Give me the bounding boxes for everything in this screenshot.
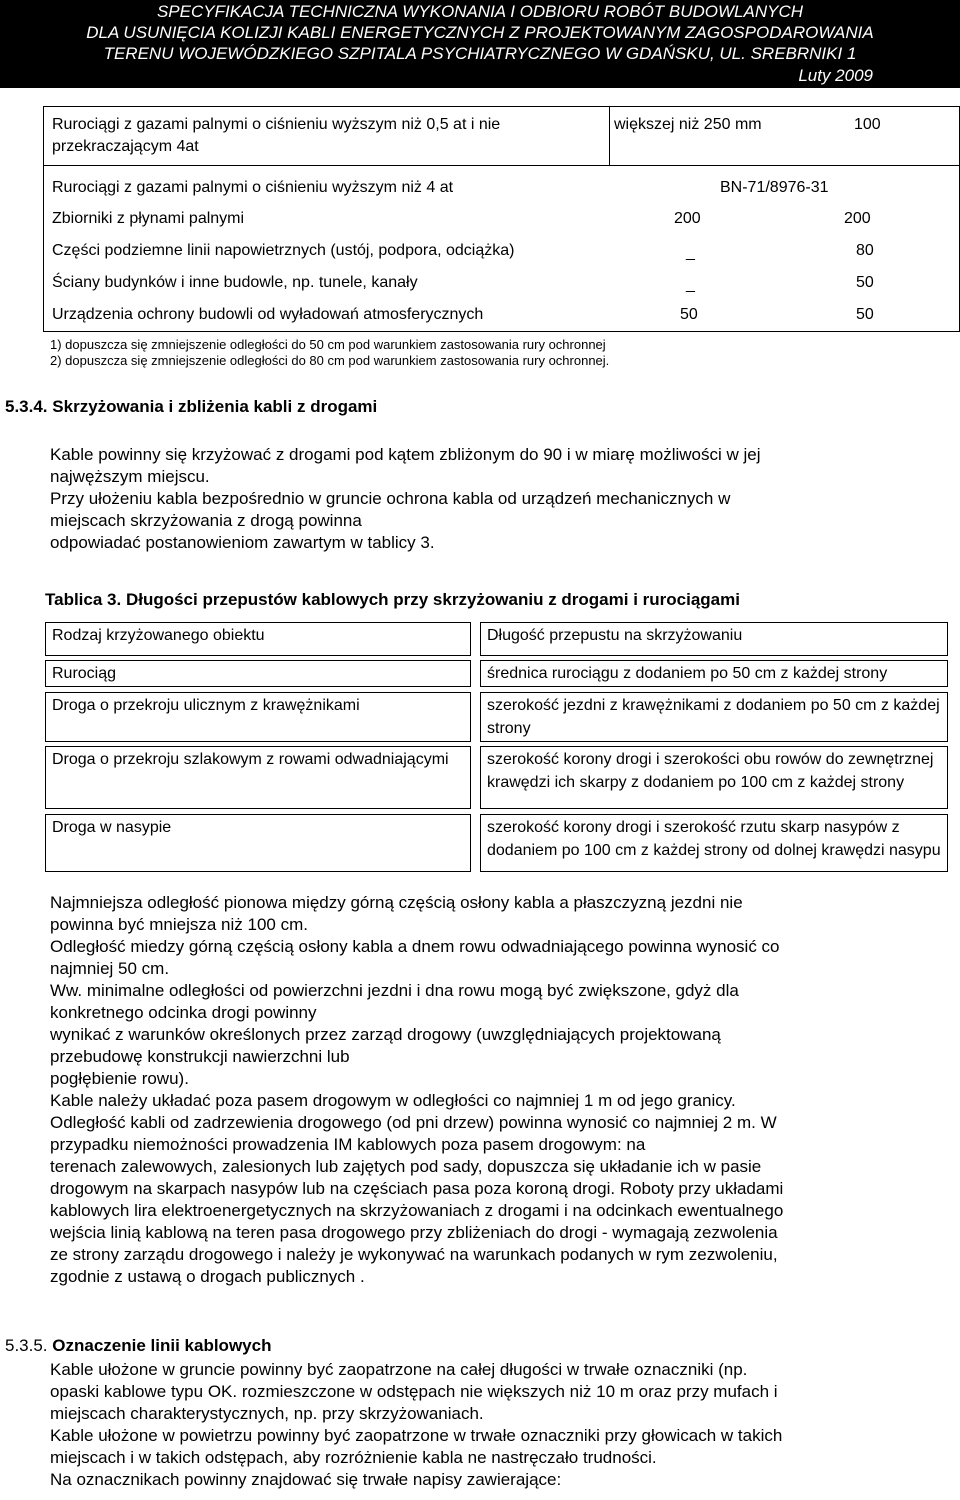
table3-header-right: Długość przepustu na skrzyżowaniu bbox=[480, 622, 948, 656]
row2-col2: BN-71/8976-31 bbox=[720, 179, 829, 196]
text-line: drogowym na skarpach nasypów lub na częściach pasa poza koroną drogi. Roboty przy układami bbox=[50, 1179, 784, 1198]
row5-label: Ściany budynków i inne budowle, np. tunele, kanały bbox=[52, 274, 418, 291]
table3-cell-left: Rurociąg bbox=[45, 660, 471, 687]
text-line: odpowiadać postanowieniom zawartym w tablicy 3. bbox=[50, 533, 435, 552]
row6-col2: 50 bbox=[680, 306, 698, 323]
table-column-divider bbox=[609, 107, 610, 165]
text-line: kablowych lira elektroenergetycznych na skrzyżowaniach z drogami i na odcinkach ewentualnego bbox=[50, 1201, 784, 1220]
section-535-number: 5.3.5. bbox=[5, 1336, 48, 1355]
row4-col2: _ bbox=[686, 244, 695, 261]
table3-header-left: Rodzaj krzyżowanego obiektu bbox=[45, 622, 471, 656]
text-line: Ww. minimalne odległości od powierzchni jezdni i dna rowu mogą być zwiększone, gdyż dla bbox=[50, 981, 739, 1000]
text-line: zgodnie z ustawą o drogach publicznych . bbox=[50, 1267, 365, 1286]
row4-col3: 80 bbox=[856, 242, 874, 259]
header-title-line-3: TERENU WOJEWÓDZKIEGO SZPITALA PSYCHIATRYCZNEGO W GDAŃSKU, UL. SREBRNIKI 1 bbox=[103, 44, 857, 63]
section-534-title: Skrzyżowania i zbliżenia kabli z drogami bbox=[52, 397, 378, 416]
table-row-divider bbox=[44, 165, 959, 166]
text-line: terenach zalewowych, zalesionych lub zajętych pod sady, dopuszcza się układanie ich w pasie bbox=[50, 1157, 762, 1176]
header-date: Luty 2009 bbox=[798, 66, 873, 85]
row6-col3: 50 bbox=[856, 306, 874, 323]
section-534-heading bbox=[5, 397, 377, 417]
row1-col2: większej niż 250 mm bbox=[614, 116, 762, 133]
text-line: miejscach i w takich odstępach, aby rozróżnienie kabla ne nastręczało trudności. bbox=[50, 1448, 657, 1467]
text-line: wynikać z warunków określonych przez zarząd drogowy (uwzględniających projektowaną bbox=[50, 1025, 721, 1044]
text-line: Kable ułożone w powietrzu powinny być zaopatrzone w trwałe oznaczniki przy głowicach w takich bbox=[50, 1426, 783, 1445]
text-line: konkretnego odcinka drogi powinny bbox=[50, 1003, 317, 1022]
table3-caption: Tablica 3. Długości przepustów kablowych przy skrzyżowaniu z drogami i rurociągami bbox=[45, 590, 740, 609]
text-line: powinna być mniejsza niż 100 cm. bbox=[50, 915, 308, 934]
row4-label: Części podziemne linii napowietrznych (ustój, podpora, odciążka) bbox=[52, 242, 515, 259]
section-534-number: 5.3.4. bbox=[5, 397, 48, 416]
footnote-2: 2) dopuszcza się zmniejszenie odległości do 80 cm pod warunkiem zastosowania rury ochronnej. bbox=[50, 353, 610, 368]
row1-label: Rurociągi z gazami palnymi o ciśnieniu wyższym niż 0,5 at i nie bbox=[52, 116, 501, 133]
text-line: Kable powinny się krzyżować z drogami pod kątem zbliżonym do 90 i w miarę możliwości w jej bbox=[50, 445, 761, 464]
text-line: pogłębienie rowu). bbox=[50, 1069, 189, 1088]
table3-cell-left: Droga o przekroju szlakowym z rowami odwadniającymi bbox=[45, 746, 471, 809]
section-535-heading bbox=[5, 1336, 271, 1356]
text-line: opaski kablowe typu OK. rozmieszczone w odstępach nie większych niż 10 m oraz przy mufach i bbox=[50, 1382, 778, 1401]
text-line: przebudowę konstrukcji nawierzchni lub bbox=[50, 1047, 350, 1066]
text-line: najwęższym miejscu. bbox=[50, 467, 210, 486]
text-line: ze strony zarządu drogowego i należy je wykonywać na warunkach podanych w rym zezwoleniu, bbox=[50, 1245, 778, 1264]
row5-col3: 50 bbox=[856, 274, 874, 291]
header-title-line-2: DLA USUNIĘCIA KOLIZJI KABLI ENERGETYCZNYCH Z PROJEKTOWANYM ZAGOSPODAROWANIA bbox=[86, 23, 874, 42]
table3-cell-left: Droga w nasypie bbox=[45, 814, 471, 872]
footnote-1: 1) dopuszcza się zmniejszenie odległości do 50 cm pod warunkiem zastosowania rury ochronnej bbox=[50, 337, 606, 352]
table3-cell-left: Droga o przekroju ulicznym z krawężnikami bbox=[45, 692, 471, 742]
distance-table bbox=[43, 106, 960, 332]
text-line: Kable należy układać poza pasem drogowym w odległości co najmniej 1 m od jego granicy. bbox=[50, 1091, 736, 1110]
row3-col3: 200 bbox=[844, 210, 871, 227]
row2-label: Rurociągi z gazami palnymi o ciśnieniu wyższym niż 4 at bbox=[52, 179, 454, 196]
row3-col2: 200 bbox=[674, 210, 701, 227]
section-535-text bbox=[50, 1359, 926, 1491]
text-line: wejścia linią kablową na teren pasa drogowego przy zbliżeniach do drogi - wymagają zezwolenia bbox=[50, 1223, 778, 1242]
text-line: Przy ułożeniu kabla bezpośrednio w gruncie ochrona kabla od urządzeń mechanicznych w bbox=[50, 489, 731, 508]
document-header bbox=[0, 0, 960, 88]
text-line: miejscach charakterystycznych, np. przy skrzyżowaniach. bbox=[50, 1404, 484, 1423]
row1-label-cont: przekraczającym 4at bbox=[52, 138, 199, 155]
row1-col3: 100 bbox=[854, 116, 881, 133]
body-text bbox=[50, 892, 926, 1288]
table3-cell-right: szerokość jezdni z krawężnikami z dodaniem po 50 cm z każdej strony bbox=[480, 692, 948, 742]
table3-cell-right: szerokość korony drogi i szerokości obu rowów do zewnętrznej krawędzi ich skarpy z dodaniem po 100 cm z każdej strony bbox=[480, 746, 948, 809]
row6-label: Urządzenia ochrony budowli od wyładowań atmosferycznych bbox=[52, 306, 484, 323]
header-title-line-1: SPECYFIKACJA TECHNICZNA WYKONANIA I ODBIORU ROBÓT BUDOWLANYCH bbox=[156, 2, 804, 21]
text-line: przypadku niemożności prowadzenia IM kablowych poza pasem drogowym: na bbox=[50, 1135, 646, 1154]
text-line: Odległość miedzy górną częścią osłony kabla a dnem rowu odwadniającego powinna wynosić co bbox=[50, 937, 780, 956]
row5-col2: _ bbox=[686, 276, 695, 293]
row3-label: Zbiorniki z płynami palnymi bbox=[52, 210, 245, 227]
text-line: miejscach skrzyżowania z drogą powinna bbox=[50, 511, 362, 530]
table3-cell-right: średnica rurociągu z dodaniem po 50 cm z każdej strony bbox=[480, 660, 948, 687]
text-line: Odległość kabli od zadrzewienia drogowego (od pni drzew) powinna wynosić co najmniej 2 m. W bbox=[50, 1113, 777, 1132]
section-535-title: Oznaczenie linii kablowych bbox=[52, 1336, 272, 1355]
text-line: Najmniejsza odległość pionowa między górną częścią osłony kabla a płaszczyzną jezdni nie bbox=[50, 893, 743, 912]
text-line: Kable ułożone w gruncie powinny być zaopatrzone na całej długości w trwałe oznaczniki (np. bbox=[50, 1360, 748, 1379]
text-line: Na oznacznikach powinny znajdować się trwałe napisy zawierające: bbox=[50, 1470, 562, 1489]
table3-cell-right: szerokość korony drogi i szerokość rzutu skarp nasypów z dodaniem po 100 cm z każdej strony od dolnej krawędzi nasypu bbox=[480, 814, 948, 872]
section-534-text bbox=[50, 444, 926, 554]
text-line: najmniej 50 cm. bbox=[50, 959, 170, 978]
